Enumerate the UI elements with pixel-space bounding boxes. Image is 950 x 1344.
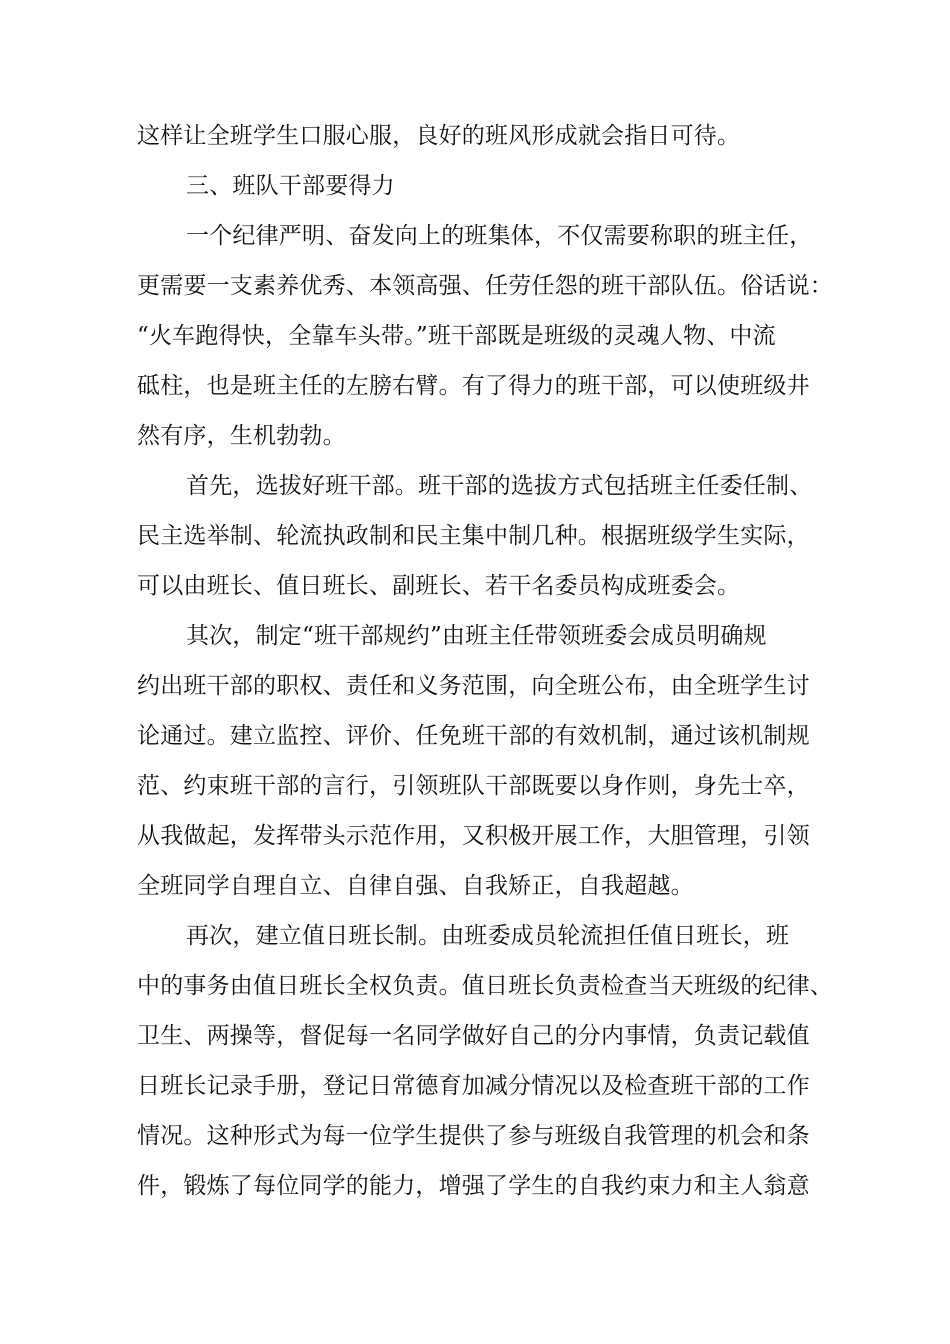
text-line: 首先，选拔好班干部。班干部的选拔方式包括班主任委任制、: [186, 473, 813, 499]
text-line: 卫生、两操等，督促每一名同学做好自己的分内事情，负责记载值: [137, 1023, 810, 1049]
text-line: 中的事务由值日班长全权负责。值日班长负责检查当天班级的纪律、: [137, 973, 833, 999]
text-line: 然有序，生机勃勃。: [137, 423, 346, 449]
text-line: 件，锻炼了每位同学的能力，增强了学生的自我约束力和主人翁意: [137, 1173, 810, 1199]
text-line: 可以由班长、值日班长、副班长、若干名委员构成班委会。: [137, 573, 741, 599]
text-line: 民主选举制、轮流执政制和民主集中制几种。根据班级学生实际，: [137, 523, 810, 549]
section-heading: 三、班队干部要得力: [186, 173, 395, 199]
text-line: 约出班干部的职权、责任和义务范围，向全班公布，由全班学生讨: [137, 673, 810, 699]
text-line: 范、约束班干部的言行，引领班队干部既要以身作则，身先士卒，: [137, 773, 810, 799]
text-line: 一个纪律严明、奋发向上的班集体，不仅需要称职的班主任，: [186, 223, 813, 249]
text-line: 再次，建立值日班长制。由班委成员轮流担任值日班长，班: [186, 923, 790, 949]
text-line: 论通过。建立监控、评价、任免班干部的有效机制，通过该机制规: [137, 723, 810, 749]
text-line: 情况。这种形式为每一位学生提供了参与班级自我管理的机会和条: [137, 1123, 810, 1149]
text-line: 全班同学自理自立、自律自强、自我矫正，自我超越。: [137, 873, 694, 899]
text-line: 更需要一支素养优秀、本领高强、任劳任怨的班干部队伍。俗话说：: [137, 273, 833, 299]
text-line: “火车跑得快，全靠车头带。”班干部既是班级的灵魂人物、中流: [137, 323, 776, 349]
text-line: 这样让全班学生口服心服，良好的班风形成就会指日可待。: [137, 123, 741, 149]
text-line: 其次，制定“班干部规约”由班主任带领班委会成员明确规: [186, 623, 767, 649]
text-line: 日班长记录手册，登记日常德育加减分情况以及检查班干部的工作: [137, 1073, 810, 1099]
text-line: 砥柱，也是班主任的左膀右臂。有了得力的班干部，可以使班级井: [137, 373, 810, 399]
text-line: 从我做起，发挥带头示范作用，又积极开展工作，大胆管理，引领: [137, 823, 810, 849]
